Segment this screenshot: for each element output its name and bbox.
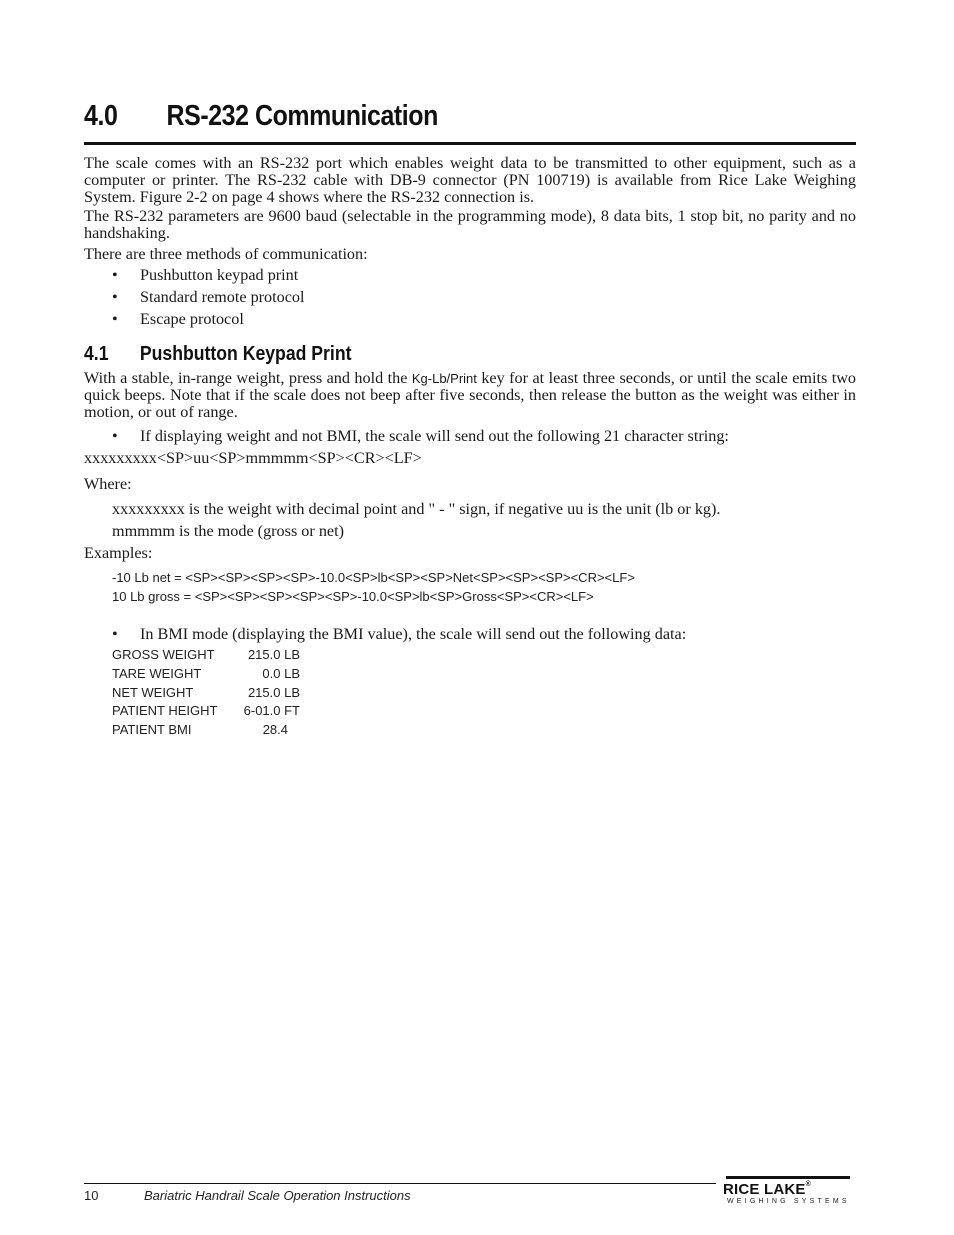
bmi-field-value: 215.0 LB: [247, 647, 300, 662]
footer-document-title: Bariatric Handrail Scale Operation Instructions: [144, 1188, 411, 1203]
subsection-title: Pushbutton Keypad Print: [139, 342, 352, 365]
bmi-field-value: 215.0 LB: [247, 684, 300, 700]
bullet-glyph: •: [112, 427, 118, 445]
intro-paragraph-2: The RS-232 parameters are 9600 baud (selectable in the programming mode), 8 data bits, 1 stop bit, no parity and no handshaking.: [84, 207, 856, 242]
section-title: RS-232 Communication: [166, 100, 438, 132]
bullet-glyph: •: [112, 625, 118, 643]
method-list-item: [112, 267, 856, 284]
examples-label: Examples:: [84, 544, 153, 562]
section-number: 4.0: [84, 100, 118, 132]
subsection-number: 4.1: [84, 342, 109, 365]
method-list-item: [112, 311, 856, 328]
intro-paragraph-1: The scale comes with an RS-232 port which enables weight data to be transmitted to other equipment, such as a computer or printer. The RS-232 cable with DB-9 connector (PN 100719) is available from Rice Lake Weighing System. Figure 2-2 on page 4 shows where the RS-232 connection is.: [84, 154, 856, 206]
logo-bar: [726, 1176, 850, 1179]
intro-paragraph-3: There are three methods of communication:: [84, 245, 368, 263]
method-label: Standard remote protocol: [140, 288, 305, 306]
weight-mode-bullet: [112, 428, 856, 445]
method-label: Pushbutton keypad print: [140, 266, 299, 284]
where-definition-2: mmmmm is the mode (gross or net): [112, 522, 344, 540]
page-number: 10: [84, 1188, 99, 1203]
bmi-field-value: 0.0 LB: [262, 665, 300, 681]
bmi-field-label: GROSS WEIGHT: [112, 647, 215, 662]
bmi-field-label: PATIENT HEIGHT: [112, 703, 218, 719]
bmi-field-label: TARE WEIGHT: [112, 665, 202, 681]
paragraph-text: key for at least three seconds, or until the scale emits two quick beeps. Note that if the scale does not beep after five seconds, then release the button as the weight was either in motion, or out of range.: [84, 369, 857, 421]
rice-lake-logo: [723, 1173, 853, 1207]
logo-text: RICE LAKE: [723, 1181, 806, 1198]
keypad-print-paragraph: [84, 370, 856, 421]
bmi-field-value: 6-01.0 FT: [243, 703, 300, 719]
bmi-field-label: NET WEIGHT: [112, 684, 194, 700]
logo-subtext: WEIGHING SYSTEMS: [727, 1198, 850, 1205]
bmi-field-label: PATIENT BMI: [112, 722, 192, 738]
bullet-glyph: •: [112, 310, 118, 328]
heading-rule: [84, 142, 856, 145]
registered-mark: ®: [805, 1181, 811, 1188]
section-heading: [84, 100, 748, 133]
paragraph-text: With a stable, in-range weight, press and hold the: [84, 369, 412, 387]
format-string: xxxxxxxxx<SP>uu<SP>mmmmm<SP><CR><LF>: [84, 449, 422, 467]
bmi-field-value: 28.4: [262, 722, 288, 738]
bullet-text: If displaying weight and not BMI, the scale will send out the following 21 character string:: [140, 427, 729, 445]
logo-wordmark: [723, 1181, 849, 1198]
example-line-2: 10 Lb gross = <SP><SP><SP><SP><SP>-10.0<SP>lb<SP>Gross<SP><CR><LF>: [112, 589, 594, 604]
bmi-mode-bullet: [112, 626, 856, 643]
subsection-heading: [84, 342, 351, 366]
bullet-glyph: •: [112, 288, 118, 306]
example-line-1: -10 Lb net = <SP><SP><SP><SP>-10.0<SP>lb<SP><SP>Net<SP><SP><SP><CR><LF>: [112, 570, 635, 585]
method-list-item: [112, 289, 856, 306]
bullet-text: In BMI mode (displaying the BMI value), the scale will send out the following data:: [140, 625, 687, 643]
footer-rule: [84, 1183, 716, 1184]
key-label: Kg-Lb/Print: [411, 371, 477, 386]
where-definition-1: xxxxxxxxx is the weight with decimal point and " - " sign, if negative uu is the unit (lb or kg).: [112, 500, 721, 518]
where-label: Where:: [84, 475, 132, 493]
method-label: Escape protocol: [140, 310, 244, 328]
bullet-glyph: •: [112, 266, 118, 284]
